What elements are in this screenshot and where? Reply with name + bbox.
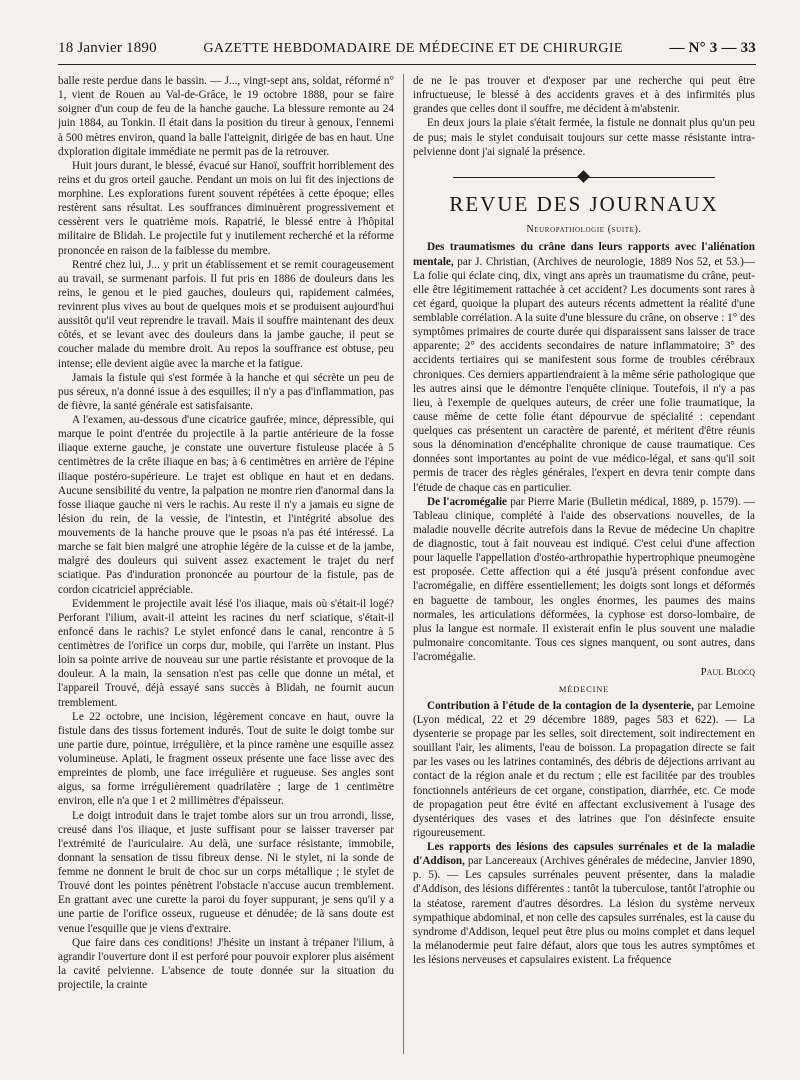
article-signature: Paul Blocq [700,666,755,679]
right-paragraph: de ne le pas trouver et d'exposer par une recherche qui peut être infructueuse, le blessé à des accidents graves et à des infirmités plus grandes que celles dont il souffre, me décident à m'abstenir. [413,75,755,116]
article-title: Des traumatismes du crâne dans leurs rapports avec l'aliénation mentale, [413,241,755,268]
article-entry [413,495,755,665]
left-column [58,74,394,1062]
article-body: par J. Christian, (Archives de neurologie, 1889 Nos 52, et 53.)—La folie qui éclate cinq, dix, vingt ans après un traumatisme du crâne, peut-elle être légitimement rattachée à cet accident? Les documents sont rares à cet égard, quoique la plupart des auteurs récents admettent la réalité d'une semblable corrélation. A la suite d'une blessure du crâne, on observe : 1° des symptômes primaires de courte durée qui disparaissent sans laisser de trace apparente; 2° des accidents secondaires de nature inflammatoire; 3° des accidents tertiaires qui se manifestent sous forme de troubles cérébraux chroniques. Ces derniers appartiendraient à la même série pathologique que les autres ainsi que le démontre l'enquête clinique. Toutefois, il n'y a pas lieu, à l'exemple de quelques auteurs, de créer une folie traumatique, la cause même de cette folie étant dépourvue de spécialité : cependant quelques cas présentent un caractère de parenté, et méritent d'être réunis sous la dénomination d'encéphalite chronique de cause traumatique. Ces données sont importantes au point de vue médico-légal, et sans qu'il soit permis de tracer des règles générales, l'expert en devra tenir compte dans l'étude de chaque cas en particulier. [413,255,755,494]
article-title: Les rapports des lésions des capsules surrénales et de la maladie d'Addison, [413,841,755,868]
subsection-heading: Neuropathologie (suite). [526,223,642,235]
header-issue-number: — N° 3 — 33 [669,40,756,56]
left-paragraph: Le doigt introduit dans le trajet tombe alors sur un trou arrondi, lisse, creusé dans l'os iliaque, et juste suffisant pour se laisser traverser par l'extrémité de l'auriculaire. Au delà, une surface résistante, immobile, donnant la sensation de tissu fibreux dense. Ni le stylet, ni la sonde de femme ne donnent le bruit de choc sur un corps métallique ; le stylet de Trouvé dont les pointes pénètrent l'obstacle n'accuse aucun tremblement. En grattant avec une curette la paroi du foyer suppurant, je sens qu'il y a une partie de l'orifice osseux, rugueuse et dénudée; de là sans doute est venue l'esquille que je viens d'extraire. [58,809,394,935]
header-rule [58,64,756,65]
article-body: par Lemoine (Lyon médical, 22 et 29 décembre 1889, pages 583 et 622). — La dysenterie se propage par les selles, soit directement, soit indirectement en souillant l'air, les aliments, l'eau de boisson. La propagation directe se fait par les vases ou les latrines contaminés, des débris de déjections arrivant au contact de la région anale et du rectum ; elle est facilitée par des troubles fonctionnels antérieurs de cet organe, constipation, diarrhée, etc. Ce mode de propagation peut être évité en affectant exclusivement à l'usage des dysentériques des vases et des latrines que l'on désinfecte ensuite rigoureusement. [413,699,755,839]
article-title: Contribution à l'étude de la contagion de la dysenterie, [427,699,694,712]
article-body: par Pierre Marie (Bulletin médical, 1889, p. 1579). — Tableau clinique, complété à l'aide des observations nouvelles, de la maladie nouvelle décrite autrefois dans la Revue de médecine Un chapitre de diagnostic, tout à fait nouveau est indiqué. C'est celui d'une affection pour laquelle l'appellation d'ostéo-arthropathie hypertrophique pneumogène est proposée. Cette affection qui a été jusqu'à présent confondue avec l'acromégalie, en diffère essentiellement; les doigts sont longs et déformés en baguette de tambour, les ongles énormes, les paumes des mains normales, les articulations déformées, la cyphose est dorso-lombaire, de plus la langue est normale. Il existerait enfin le plus souvent une maladie pulmonaire concomitante. Tous ces signes manquent, ou sont autres, dans l'acromégalie. [413,495,755,664]
column-separator [403,74,404,1054]
article-entry [413,240,755,494]
header-date: 18 Janvier 1890 [58,40,157,56]
subsection-heading-medecine: MÉDECINE [558,684,610,695]
left-paragraph: Le 22 octobre, une incision, légèrement concave en haut, ouvre la fistule dans des tissus fortement indurés. Tout de suite le doigt tombe sur une partie dure, pointue, irrégulière, et la pince ramène une esquille assez volumineuse. Aplati, le fragment osseux présente une face lisse avec des empreintes de plomb, une face irrégulière et rugueuse. Ses angles sont aigus, sa forme irrégulièrement quadrilatère ; large de 1 centimètre environ, elle n'a que 1 et 2 millimètres d'épaisseur. [58,710,394,808]
left-paragraph: A l'examen, au-dessous d'une cicatrice gaufrée, mince, dépressible, qui marque le point d'entrée du projectile à la partie antérieure de la fosse iliaque externe gauche, je constate une ouverture fistuleuse placée à 5 centimètres de la crête iliaque en bas; à 6 centimètres en arrière de l'épine iliaque postéro-supérieure. Le trajet est oblique en haut et en dedans. Aucune sensibilité du ventre, la palpation ne montre rien d'anormal dans la fosse iliaque gauche ni vers le rachis. Au reste il n'y a jamais eu signe de lésion du rein, de la vessie, de l'intestin, et l'intégrité absolue des mouvements de la hanche prouve que le psoas n'a pas été intéressé. La marche se fait bien malgré une atrophie légère de la cuisse et de la jambe, malgré des douleurs qui suivent assez exactement le trajet du nerf sciatique. Pas d'induration prononcée au pourtour de la fistule, pas de cordon cicatriciel appréciable. [58,414,394,596]
left-paragraph: Evidemment le projectile avait lésé l'os iliaque, mais où s'était-il logé? Perforant l'ilium, avait-il atteint les racines du nerf sciatique, s'était-il enfoncé dans le rachis? Le stylet enfoncé dans le canal, rencontre à 5 centimètres de l'orifice un corps dur, mobile, qui l'arrête un instant. Plus loin sa pointe arrive de nouveau sur une partie résistante et provoque de la douleur. A la main, la sensation n'est pas celle que donne un métal, et l'appareil Trouvé, déjà essayé sans succès à Blidah, ne fournit aucun tremblement. [58,597,394,709]
left-paragraph: Jamais la fistule qui s'est formée à la hanche et qui sécrète un peu de pus séreux, n'a donné issue à des esquilles; il n'y a pas d'inflammation, pas de fièvre, la santé générale est satisfaisante. [58,371,394,412]
article-body: par Lancereaux (Archives générales de médecine, Janvier 1890, p. 5). — Les capsules surrénales peuvent présenter, dans la maladie d'Addison, des lésions différentes : tantôt la tuberculose, tantôt l'atrophie ou la stéatose, rarement d'autres désordres. La lésion du système nerveux sympathique abdominal, et non celle des capsules surrénales, est la cause du syndrome d'Addison, lequel peut être plus ou moins complet et dans lequel la mélanodermie peut faire défaut, alors que tous les autres symptômes et les lésions nerveuses et capsulaires existent. La fréquence [413,855,755,967]
left-paragraph: Que faire dans ces conditions! J'hésite un instant à trépaner l'ilium, à agrandir l'ouverture dont il est perforé pour pouvoir explorer plus aisément la cavité pelvienne. L'absence de toute donnée sur la situation du projectile, la crainte [58,936,394,991]
divider-diamond-icon [577,170,590,183]
header-journal-title: GAZETTE HEBDOMADAIRE DE MÉDECINE ET DE CHIRURGIE [203,41,623,56]
section-title: REVUE DES JOURNAUX [449,191,719,216]
page-header [58,40,756,62]
article-title: De l'acromégalie [427,495,508,508]
left-paragraph: balle reste perdue dans le bassin. — J..., vingt-sept ans, soldat, réformé n° 1, vient de Rouen au Val-de-Grâce, le 19 octobre 1888, pour se faire soigner d'un coup de feu de la hanche gauche. La blessure remonte au 24 juin 1884, au Tonkin. Il était dans la position du tireur à genoux, l'ennemi à 500 mètres environ, quand la balle l'atteignit, dirigée de bas en haut. Une dxploration digitale immédiate ne permit pas de la retrouver. [58,75,394,158]
left-paragraph: Huit jours durant, le blessé, évacué sur Hanoï, souffrit horriblement des reins et du gros orteil gauche. Pendant un mois on lui fit des injections de morphine. Les explorations furent souvent répétées à cette époque; elles restèrent sans résultat. Les souffrances diminuèrent progressivement et cessèrent vers le quatrième mois. Rapatrié, le blessé entre à l'hôpital militaire de Blidah. Le projectile fut y inutilement recherché et la réforme prononcée en raison de la faiblesse du membre. [58,159,394,257]
left-paragraph: Rentré chez lui, J... y prit un établissement et se remit courageusement au travail, se surmenant parfois. Il fut pris en 1886 de douleurs dans les reins, le genou et le pied gauches, douleurs qui, rapidement calmées, revinrent plus vives au bout de quelques mois et se produisent aujourd'hui aussitôt qu'il veut reprendre le travail. Mais il souffre maintenant des deux côtés, et se levant avec des douleurs dans la jambe gauche, il peut se coucher malade du membre droit. Au repos la souffrance est obtuse, peu intense; elle devient aigüe avec la marche et la fatigue. [58,258,394,370]
right-column [413,74,755,1062]
right-paragraph: En deux jours la plaie s'était fermée, la fistule ne donnait plus qu'un peu de pus; mais le stylet conduisait toujours sur cette masse résistante intra-pelvienne dont j'ai signalé la présence. [413,117,755,158]
article-entry [413,699,755,840]
section-divider [413,167,755,187]
article-entry [413,840,755,967]
